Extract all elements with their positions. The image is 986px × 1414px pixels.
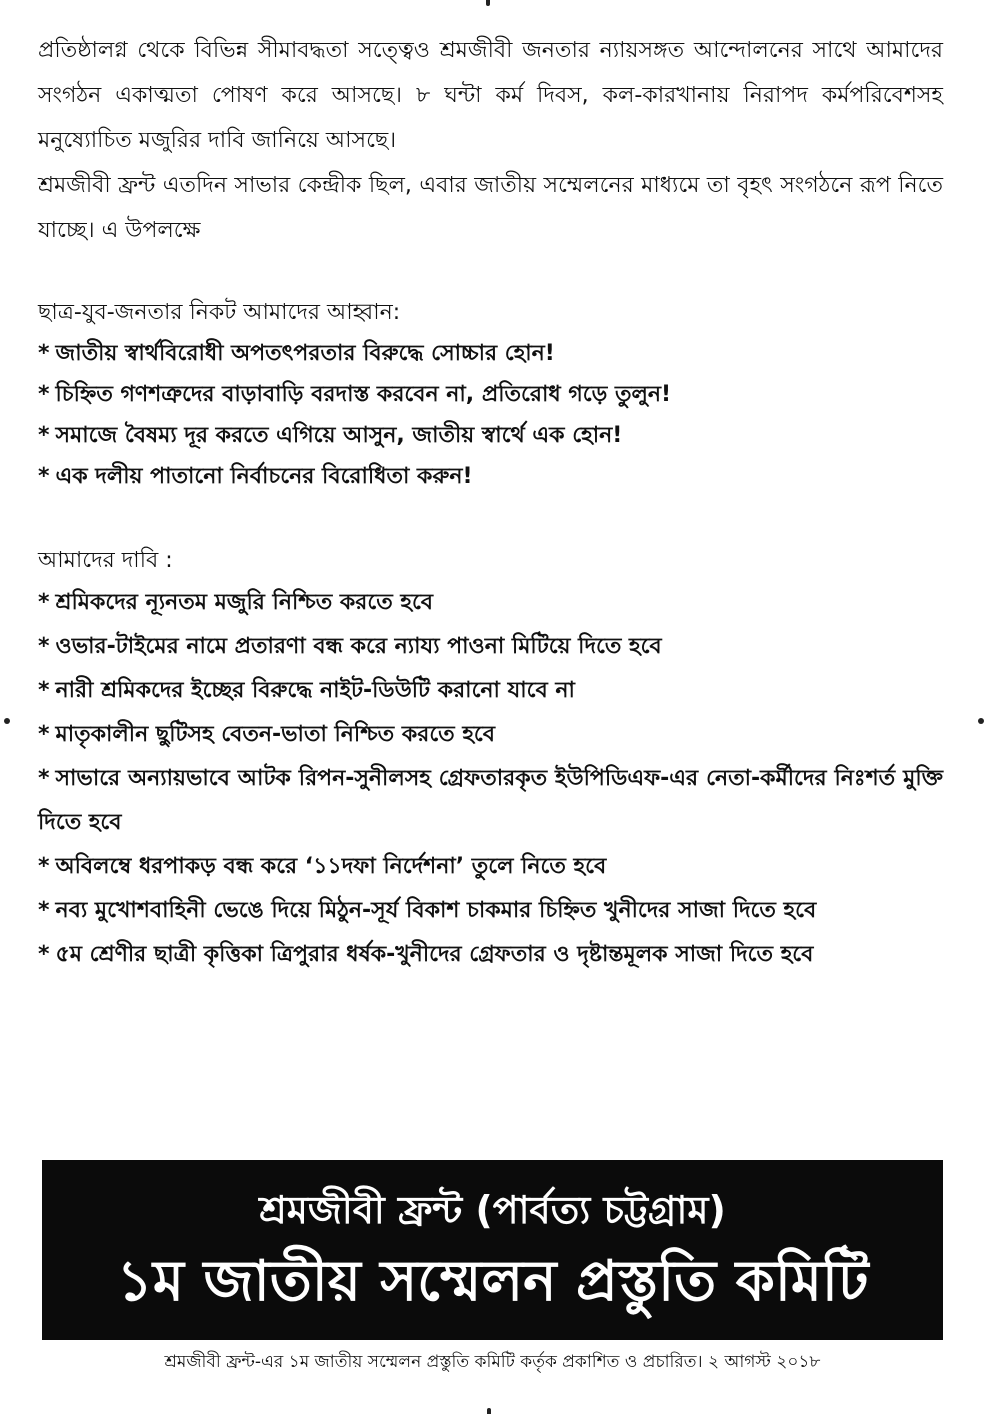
bullet-star: * [38,766,50,791]
banner-committee-name: ১ম জাতীয় সম্মেলন প্রস্তুতি কমিটি [116,1249,869,1314]
bullet-star: * [38,678,50,703]
intro-paragraph-2: শ্রমজীবী ফ্রন্ট এতদিন সাভার কেন্দ্রীক ছিল, এবার জাতীয় সম্মেলনের মাধ্যমে তা বৃহৎ সংগঠনে রূপ নিতে যাচ্ছে। এ উপলক্ষে [38,173,943,243]
appeal-item-text: সমাজে বৈষম্য দূর করতে এগিয়ে আসুন, জাতীয় স্বার্থে এক হোন! [55,423,623,448]
demand-item [38,757,943,845]
demand-item [38,845,943,889]
demand-item-text: নব্য মুখোশবাহিনী ভেঙে দিয়ে মিঠুন-সূর্য বিকাশ চাকমার চিহ্নিত খুনীদের সাজা দিতে হবে [55,898,817,923]
bullet-star: * [38,854,50,879]
demand-item-text: সাভারে অন্যায়ভাবে আটক রিপন-সুনীলসহ গ্রেফতারকৃত ইউপিডিএফ-এর নেতা-কর্মীদের নিঃশর্ত মুক্তি দিতে হবে [38,766,943,835]
bullet-star: * [38,423,50,448]
bullet-star: * [38,942,50,967]
appeal-item-text: এক দলীয় পাতানো নির্বাচনের বিরোধিতা করুন! [55,464,473,489]
appeal-section [38,293,943,497]
intro-section [38,28,943,253]
demands-section [38,541,943,977]
banner-organization-name: শ্রমজীবী ফ্রন্ট (পার্বত্য চট্টগ্রাম) [259,1188,726,1232]
bottom-edge-mark [487,1408,491,1414]
appeal-item [38,456,943,497]
demand-item-text: শ্রমিকদের ন্যূনতম মজুরি নিশ্চিত করতে হবে [55,590,434,615]
bullet-star: * [38,382,50,407]
appeal-list [38,333,943,497]
demand-item [38,889,943,933]
appeal-item [38,374,943,415]
appeal-heading: ছাত্র-যুব-জনতার নিকট আমাদের আহ্বান: [38,300,401,325]
demand-item-text: মাতৃকালীন ছুটিসহ বেতন-ভাতা নিশ্চিত করতে হবে [55,722,495,747]
demand-item [38,581,943,625]
bullet-star: * [38,590,50,615]
appeal-item-text: জাতীয় স্বার্থবিরোধী অপতৎপরতার বিরুদ্ধে সোচ্চার হোন! [55,341,555,366]
bullet-star: * [38,898,50,923]
demands-heading: আমাদের দাবি : [38,548,173,573]
leaflet-body [38,28,943,977]
demand-item [38,669,943,713]
intro-paragraph-1: প্রতিষ্ঠালগ্ন থেকে বিভিন্ন সীমাবদ্ধতা সত্ত্বেও শ্রমজীবী জনতার ন্যায়সঙ্গত আন্দোলনের সাথে আমাদের সংগঠন একাত্মতা পোষণ করে আসছে। ৮ ঘন্টা কর্ম দিবস, কল-কারখানায় নিরাপদ কর্মপরিবেশসহ মনুষ্যোচিত মজুরির দাবি জানিয়ে আসছে। [38,38,943,153]
demand-item-text: ওভার-টাইমের নামে প্রতারণা বন্ধ করে ন্যায্য পাওনা মিটিয়ে দিতে হবে [55,634,662,659]
bullet-star: * [38,341,50,366]
demand-item-text: নারী শ্রমিকদের ইচ্ছের বিরুদ্ধে নাইট-ডিউটি করানো যাবে না [55,678,575,703]
demand-item [38,713,943,757]
appeal-item [38,415,943,456]
bullet-star: * [38,722,50,747]
right-margin-dot [978,718,984,724]
bullet-star: * [38,634,50,659]
demand-item [38,625,943,669]
publication-footer: শ্রমজীবী ফ্রন্ট-এর ১ম জাতীয় সম্মেলন প্রস্তুতি কমিটি কর্তৃক প্রকাশিত ও প্রচারিত। ২ আগস্ট ২০১৮ [164,1352,821,1372]
appeal-item [38,333,943,374]
appeal-item-text: চিহ্নিত গণশত্রুদের বাড়াবাড়ি বরদাস্ত করবেন না, প্রতিরোধ গড়ে তুলুন! [55,382,672,407]
left-margin-dot [4,718,10,724]
top-edge-mark [486,0,490,6]
demand-item [38,933,943,977]
bullet-star: * [38,464,50,489]
organization-banner [42,1160,943,1340]
demand-item-text: অবিলম্বে ধরপাকড় বন্ধ করে ‘১১দফা নির্দেশনা’ তুলে নিতে হবে [55,854,607,879]
demands-list [38,581,943,977]
demand-item-text: ৫ম শ্রেণীর ছাত্রী কৃত্তিকা ত্রিপুরার ধর্ষক-খুনীদের গ্রেফতার ও দৃষ্টান্তমূলক সাজা দিতে হবে [55,942,814,967]
